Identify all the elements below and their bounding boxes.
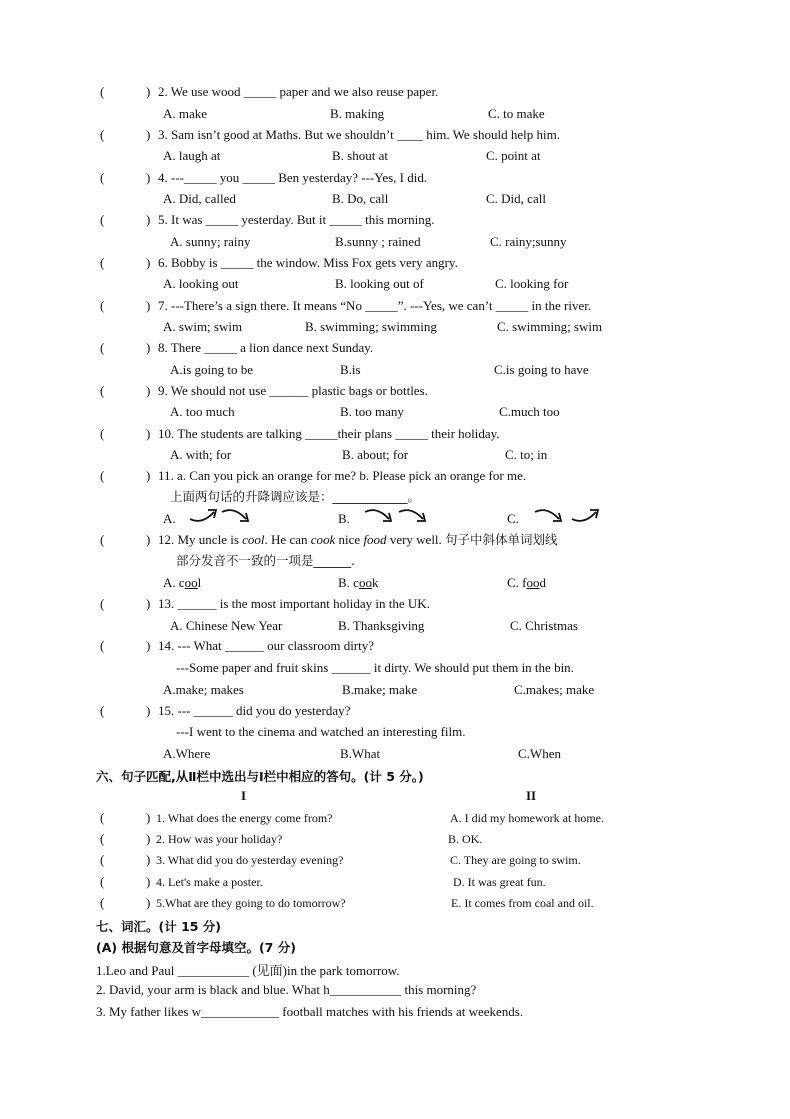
answer-paren-close: ): [146, 638, 151, 653]
answer-paren-open[interactable]: (: [100, 468, 105, 483]
answer-paren-open[interactable]: (: [100, 383, 105, 398]
italic-word: food: [363, 532, 387, 547]
question-number: 7.: [158, 298, 168, 313]
question-body: Bobby is _____ the window. Miss Fox gets very angry.: [171, 255, 458, 270]
option-c[interactable]: C. point at: [486, 148, 541, 163]
option-a[interactable]: A.is going to be: [170, 362, 254, 377]
question-number: 5.: [158, 212, 168, 227]
question-body: The students are talking _____their plans _____ their holiday.: [177, 426, 500, 441]
question-number: 13.: [158, 596, 175, 611]
option-b[interactable]: B. Do, call: [332, 191, 389, 206]
question-text: [158, 340, 373, 356]
option-a[interactable]: A. sunny; rainy: [170, 234, 251, 249]
question-body: It was _____ yesterday. But it _____ this morning.: [171, 212, 435, 227]
question-body: --- ______ did you do yesterday?: [177, 703, 351, 718]
question-body: ---There’s a sign there. It means “No _____”. ---Yes, we can’t _____ in the river.: [171, 298, 592, 313]
match-question: 3. What did you do yesterday evening?: [156, 853, 344, 867]
option-c[interactable]: C. swimming; swim: [497, 319, 603, 334]
answer-paren-open[interactable]: (: [100, 255, 105, 270]
rising-arrow-icon: [188, 507, 220, 525]
option-text: B. c: [338, 575, 359, 590]
option-c[interactable]: C. Christmas: [510, 618, 578, 633]
question-number: 10.: [158, 426, 175, 441]
question-text: [158, 84, 438, 100]
answer-paren-close: ): [146, 810, 151, 825]
question-body: . He can: [264, 532, 311, 547]
option-b[interactable]: B.: [338, 511, 350, 526]
answer-paren-close: ): [146, 298, 151, 313]
answer-paren-open[interactable]: (: [100, 810, 105, 825]
question-text: [158, 383, 428, 399]
question-text: [158, 596, 430, 612]
rising-arrow-icon: [570, 507, 602, 525]
match-question: 5.What are they going to do tomorrow?: [156, 896, 346, 910]
italic-word: cool: [242, 532, 265, 547]
column-1-header: I: [241, 788, 247, 803]
underlined-letters: oo: [358, 575, 372, 590]
option-c[interactable]: C. to; in: [505, 447, 548, 462]
question-number: 15.: [158, 703, 175, 718]
answer-paren-open[interactable]: (: [100, 895, 105, 910]
vocab-question[interactable]: 2. David, your arm is black and blue. What h___________ this morning?: [96, 982, 477, 997]
falling-arrow-icon: [220, 507, 252, 525]
answer-paren-open[interactable]: (: [100, 426, 105, 441]
question-body: ______ is the most important holiday in the UK.: [177, 596, 430, 611]
answer-paren-open[interactable]: (: [100, 84, 105, 99]
option-b[interactable]: B. about; for: [342, 447, 409, 462]
option-c[interactable]: C.makes; make: [514, 682, 595, 697]
option-c[interactable]: C. rainy;sunny: [490, 234, 567, 249]
option-a[interactable]: A. Did, called: [163, 191, 236, 206]
question-body: ---_____ you _____ Ben yesterday? ---Yes, I did.: [171, 170, 428, 185]
option-text: d: [539, 575, 546, 590]
answer-paren-open[interactable]: (: [100, 532, 105, 547]
question-body: very well.: [386, 532, 446, 547]
falling-arrow-icon: [363, 507, 395, 525]
underlined-letters: oo: [184, 575, 198, 590]
option-a[interactable]: A. with; for: [170, 447, 232, 462]
answer-paren-close: ): [146, 255, 151, 270]
option-a[interactable]: A. laugh at: [163, 148, 221, 163]
question-number: 2.: [158, 84, 168, 99]
italic-word: cook: [310, 532, 336, 547]
match-answer: C. They are going to swim.: [450, 853, 581, 867]
answer-paren-close: ): [146, 895, 151, 910]
answer-paren-close: ): [146, 340, 151, 355]
option-b[interactable]: B.is: [340, 362, 361, 377]
option-c[interactable]: C. to make: [488, 106, 545, 121]
question-text: [158, 638, 374, 654]
match-question: 1. What does the energy come from?: [156, 811, 333, 825]
q11-instruction: 上面两句话的升降调应该是：____________。: [170, 489, 421, 504]
question-text: [158, 426, 500, 442]
answer-paren-close: ): [146, 874, 151, 889]
answer-paren-close: ): [146, 596, 151, 611]
vocab-question[interactable]: 3. My father likes w____________ football matches with his friends at weekends.: [96, 1004, 524, 1019]
q12-instruction-2: 部分发音不一致的一项是______.: [176, 553, 355, 568]
option-text: k: [371, 575, 379, 590]
answer-paren-open[interactable]: (: [100, 874, 105, 889]
answer-paren-close: ): [146, 383, 151, 398]
option-a[interactable]: A. looking out: [163, 276, 239, 291]
option-a[interactable]: A. Chinese New Year: [170, 618, 283, 633]
answer-paren-close: ): [146, 468, 151, 483]
answer-paren-open[interactable]: (: [100, 127, 105, 142]
option-b[interactable]: B.What: [340, 746, 381, 761]
question-text: [158, 703, 350, 719]
answer-paren-close: ): [146, 426, 151, 441]
option-a[interactable]: A. swim; swim: [163, 319, 243, 334]
answer-paren-open[interactable]: (: [100, 703, 105, 718]
question-text: [158, 468, 526, 484]
option-c[interactable]: C. Did, call: [486, 191, 546, 206]
match-answer: E. It comes from coal and oil.: [451, 896, 594, 910]
answer-paren-close: ): [146, 831, 151, 846]
section-7a-subtitle: (A) 根据句意及首字母填空。(7 分): [96, 940, 296, 955]
question-text: [158, 170, 427, 186]
option-a[interactable]: [163, 575, 201, 591]
answer-paren-close: ): [146, 852, 151, 867]
match-question: 4. Let's make a poster.: [156, 875, 263, 889]
option-a[interactable]: A.make; makes: [163, 682, 244, 697]
section-6-title: 六、句子匹配,从Ⅱ栏中选出与Ⅰ栏中相应的答句。(计 5 分。): [96, 769, 424, 784]
match-answer: D. It was great fun.: [453, 875, 546, 889]
option-a[interactable]: A.Where: [163, 746, 211, 761]
option-a[interactable]: A.: [163, 511, 176, 526]
option-b[interactable]: B.sunny ; rained: [335, 234, 421, 249]
question-number: 3.: [158, 127, 168, 142]
question-body: a. Can you pick an orange for me? b. Please pick an orange for me.: [177, 468, 527, 483]
answer-paren-open[interactable]: (: [100, 831, 105, 846]
question-number: 12.: [158, 532, 175, 547]
option-b[interactable]: B. making: [330, 106, 385, 121]
option-c[interactable]: C.When: [518, 746, 561, 761]
q15-answer-line: ---I went to the cinema and watched an interesting film.: [176, 724, 466, 739]
underlined-letters: oo: [526, 575, 540, 590]
option-b[interactable]: [338, 575, 378, 591]
option-text: C. f: [507, 575, 527, 590]
option-b[interactable]: B. shout at: [332, 148, 388, 163]
option-c[interactable]: [507, 575, 546, 591]
option-text: A. c: [163, 575, 185, 590]
question-body: Sam isn’t good at Maths. But we shouldn’t ____ him. We should help him.: [171, 127, 560, 142]
option-a[interactable]: A. too much: [170, 404, 235, 419]
answer-paren-close: ): [146, 170, 151, 185]
match-answer: A. I did my homework at home.: [450, 811, 604, 825]
question-number: 14.: [158, 638, 175, 653]
answer-paren-open[interactable]: (: [100, 170, 105, 185]
option-b[interactable]: B. too many: [340, 404, 404, 419]
answer-paren-open[interactable]: (: [100, 638, 105, 653]
answer-paren-close: ): [146, 532, 151, 547]
question-body: nice: [335, 532, 364, 547]
option-b[interactable]: B.make; make: [342, 682, 418, 697]
answer-paren-open[interactable]: (: [100, 596, 105, 611]
answer-paren-close: ): [146, 703, 151, 718]
option-c[interactable]: C.much too: [499, 404, 560, 419]
column-2-header: II: [526, 788, 537, 803]
question-text: [158, 298, 591, 314]
falling-arrow-icon: [397, 507, 429, 525]
question-text: [158, 127, 560, 143]
match-answer: B. OK.: [448, 832, 483, 846]
answer-paren-close: ): [146, 212, 151, 227]
option-b[interactable]: B. looking out of: [335, 276, 424, 291]
question-body: We use wood _____ paper and we also reuse paper.: [170, 84, 439, 99]
answer-paren-open[interactable]: (: [100, 340, 105, 355]
q14-answer-line: ---Some paper and fruit skins ______ it dirty. We should put them in the bin.: [176, 660, 574, 675]
question-text: [158, 212, 434, 228]
option-b[interactable]: B. swimming; swimming: [305, 319, 437, 334]
option-b[interactable]: B. Thanksgiving: [338, 618, 425, 633]
question-number: 11.: [158, 468, 174, 483]
option-text: l: [197, 575, 202, 590]
answer-paren-open[interactable]: (: [100, 852, 105, 867]
answer-paren-close: ): [146, 84, 151, 99]
option-c[interactable]: C.is going to have: [494, 362, 589, 377]
option-c[interactable]: C.: [507, 511, 519, 526]
vocab-question[interactable]: 1.Leo and Paul ___________ (见面)in the park tomorrow.: [96, 963, 400, 978]
question-number: 4.: [158, 170, 168, 185]
answer-paren-close: ): [146, 127, 151, 142]
question-text: [158, 532, 558, 548]
section-7-title: 七、词汇。(计 15 分): [96, 919, 222, 934]
falling-arrow-icon: [533, 507, 565, 525]
question-text: [158, 255, 458, 271]
question-number: 9.: [158, 383, 168, 398]
question-body: We should not use ______ plastic bags or bottles.: [170, 383, 428, 398]
answer-paren-open[interactable]: (: [100, 212, 105, 227]
option-c[interactable]: C. looking for: [495, 276, 569, 291]
question-number: 8.: [158, 340, 168, 355]
q12-instruction: 句子中斜体单词划线: [445, 532, 558, 547]
question-number: 6.: [158, 255, 168, 270]
question-body: There _____ a lion dance next Sunday.: [170, 340, 374, 355]
match-question: 2. How was your holiday?: [156, 832, 283, 846]
option-a[interactable]: A. make: [163, 106, 208, 121]
question-body: --- What ______ our classroom dirty?: [177, 638, 375, 653]
answer-paren-open[interactable]: (: [100, 298, 105, 313]
question-body: My uncle is: [177, 532, 243, 547]
